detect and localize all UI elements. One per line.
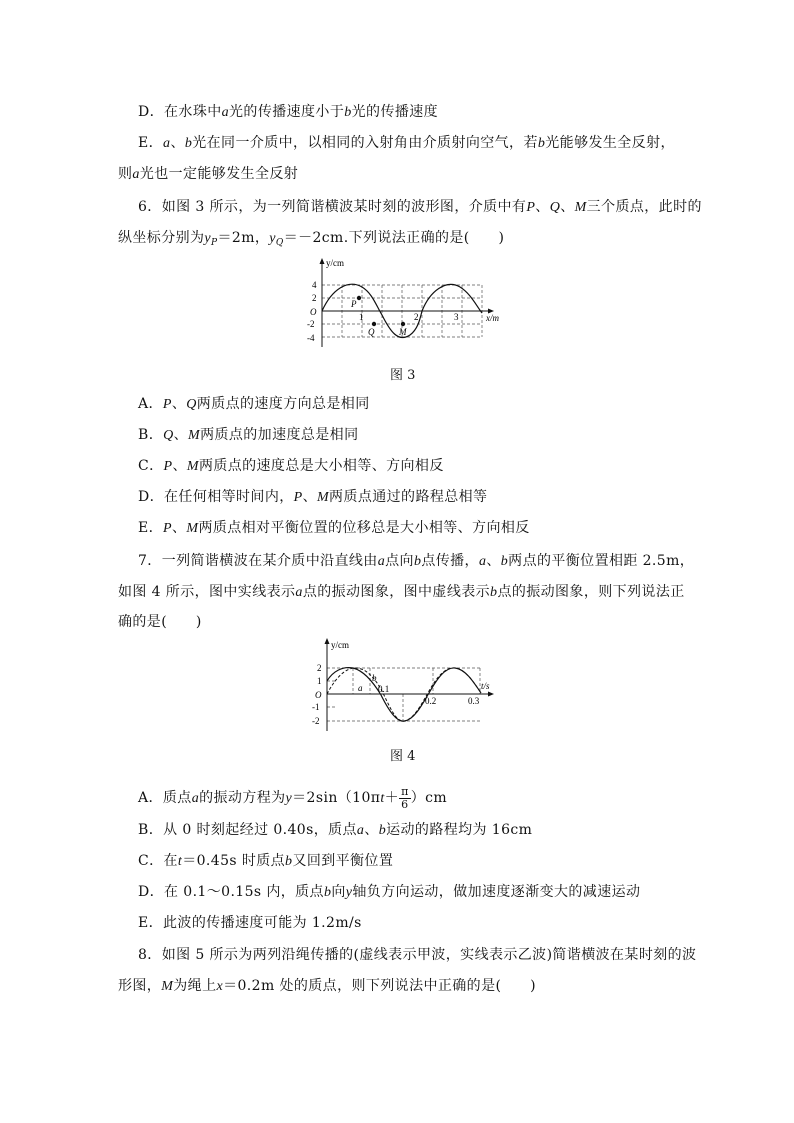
q7-option-e: E．此波的传播速度可能为 1.2m/s [138, 915, 362, 931]
q6-stem-line2: 纵坐标分别为$y_P=2m$，$y_Q=-2cm$.下列说法正确的是( ) [118, 230, 505, 248]
figure-3-y-tick-neg2: -2 [307, 319, 315, 329]
figure-4-x-tick-02: 0.2 [425, 696, 437, 706]
q6-option-a: A．P、Q两质点的速度方向总是相同 [138, 396, 370, 412]
q7-stem-line3: 确的是( ) [118, 614, 202, 630]
figure-3-wave-graph [300, 255, 510, 355]
figure-3-y-tick-4: 4 [312, 280, 317, 290]
q7-option-c: C．在t＝0.45s 时质点b又回到平衡位置 [138, 853, 394, 869]
figure-4-y-tick-neg1: -1 [312, 702, 320, 712]
q6-option-b: B．Q、M两质点的加速度总是相同 [138, 427, 359, 443]
figure-3-y-tick-2: 2 [312, 293, 317, 303]
figure-3-label-m: M [399, 327, 407, 337]
q6-stem-line1: 6．如图 3 所示，为一列简谐横波某时刻的波形图，介质中有P、Q、M三个质点，此时的 [138, 199, 702, 215]
q6-option-d: D．在任何相等时间内，P、M两质点通过的路程总相等 [138, 489, 488, 505]
q5-option-e: E．a、b光在同一介质中，以相同的入射角由介质射向空气，若b光能够发生全反射， [138, 135, 675, 151]
figure-3-y-label: y/cm [326, 258, 344, 268]
pi-over-6-fraction: $\frac{\pi}{6}$ [401, 784, 409, 811]
figure-3-origin: O [310, 307, 317, 317]
figure-4-y-tick-1: 1 [317, 676, 322, 686]
figure-4-x-tick-03: 0.3 [468, 696, 480, 706]
figure-4-label-a: a [358, 683, 363, 693]
figure-3-point-m [401, 322, 405, 326]
figure-3-x-tick-2: 2 [414, 312, 419, 322]
q6-option-c: C．P、M两质点的速度总是大小相等、方向相反 [138, 458, 444, 474]
q7-option-a: A．质点a的振动方程为y＝2sin（10πt＋ $\frac{\pi}{6}$ ）cm [138, 784, 448, 811]
figure-4-x-label: t/s [481, 681, 490, 691]
q7-stem-line2: 如图 4 所示，图中实线表示a点的振动图象，图中虚线表示b点的振动图象，则下列说法正 [118, 584, 685, 600]
figure-3-x-tick-3: 3 [454, 312, 459, 322]
figure-4-y-tick-neg2: -2 [312, 716, 320, 726]
figure-4-y-label: y/cm [331, 640, 349, 650]
q8-stem-line2: 形图，M为绳上x＝0.2m 处的质点，则下列说法中正确的是( ) [118, 978, 537, 994]
q8-stem-line1: 8．如图 5 所示为两列沿绳传播的(虚线表示甲波，实线表示乙波)简谐横波在某时刻的波 [138, 947, 697, 963]
figure-4-origin: O [315, 690, 322, 700]
figure-3-label-p: P [351, 299, 357, 309]
figure-4-caption: 图 4 [390, 749, 416, 764]
figure-3-label-q: Q [368, 327, 375, 337]
figure-3-x-tick-1: 1 [359, 312, 364, 322]
figure-3-y-tick-neg4: -4 [307, 333, 315, 343]
q7-stem-line1: 7．一列简谐横波在某介质中沿直线由a点向b点传播，a、b两点的平衡位置相距 2.5m， [138, 553, 695, 569]
figure-3-point-q [372, 322, 376, 326]
q7-option-d: D．在 0.1～0.15s 内，质点b向y轴负方向运动，做加速度逐渐变大的减速运动 [138, 884, 641, 900]
figure-3-caption: 图 3 [390, 368, 416, 383]
figure-3-point-p [357, 296, 361, 300]
q6-option-e: E．P、M两质点相对平衡位置的位移总是大小相等、方向相反 [138, 520, 530, 536]
figure-4-label-b: b [372, 673, 377, 683]
figure-4-x-tick-01: 0.1 [378, 684, 390, 694]
q5-option-e-cont: 则a光也一定能够发生全反射 [118, 166, 299, 182]
q5-option-d: D．在水珠中a光的传播速度小于b光的传播速度 [138, 104, 439, 120]
figure-3-x-label: x/m [486, 313, 499, 323]
figure-4-y-tick-2: 2 [317, 663, 322, 673]
q7-option-b: B．从 0 时刻起经过 0.40s，质点a、b运动的路程均为 16cm [138, 822, 533, 838]
figure-4-vibration-graph [305, 635, 505, 735]
